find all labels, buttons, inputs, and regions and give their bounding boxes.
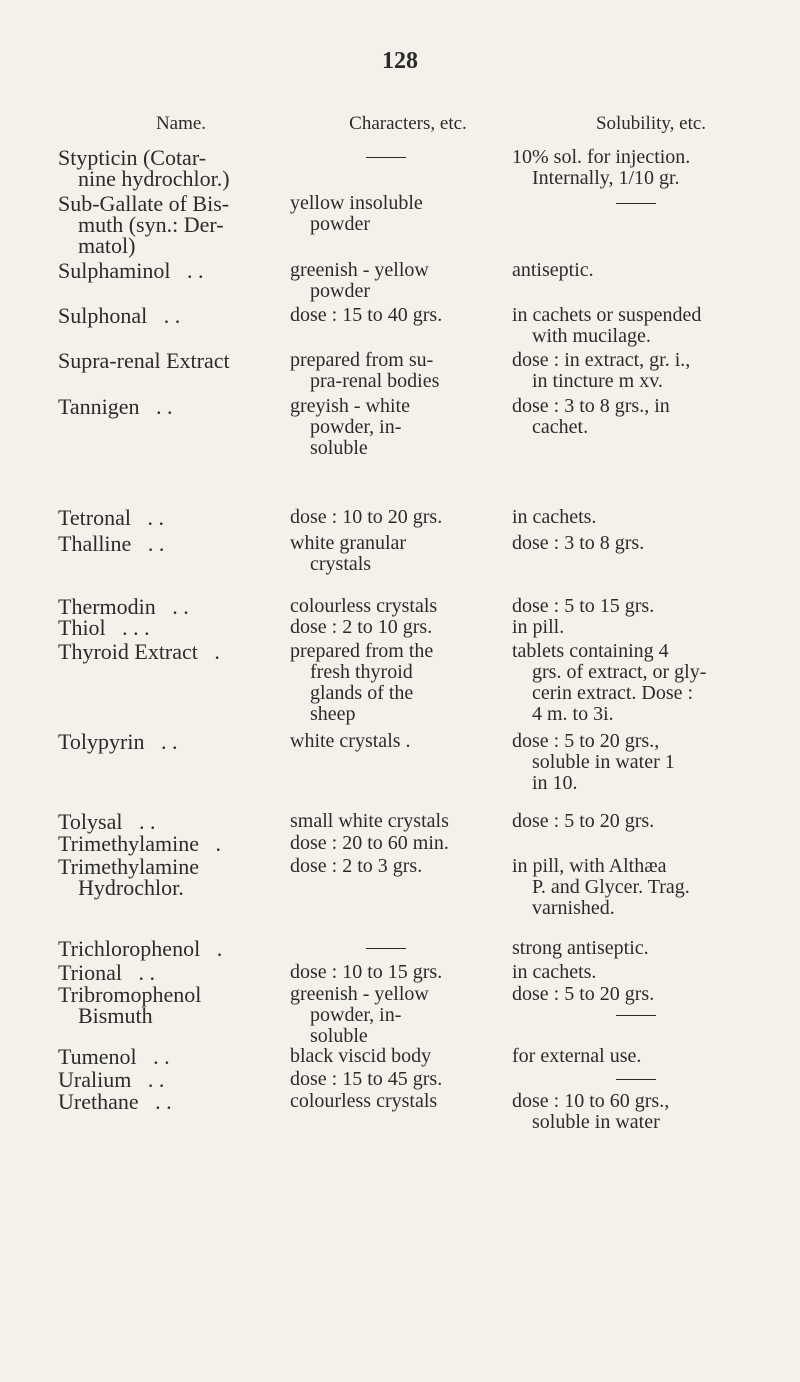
drug-name-line: Sulphaminol (58, 258, 171, 283)
leader-dots: . . (130, 505, 164, 530)
characters-text-line: soluble (310, 437, 368, 459)
characters-text-line: black viscid body (290, 1045, 432, 1067)
solubility-text-line: in 10. (532, 772, 578, 794)
characters-text-line: dose : 2 to 3 grs. (290, 855, 423, 877)
solubility-text-line: in cachets. (512, 961, 597, 983)
drug-name (58, 1046, 308, 1067)
solubility-text (512, 507, 768, 528)
drug-name (58, 596, 308, 617)
characters-text-line: greenish - yellow (290, 983, 429, 1005)
drug-name-line: Tolysal (58, 809, 123, 834)
characters-text (290, 1069, 506, 1090)
drug-name-line: Tribromophenol (58, 982, 202, 1007)
drug-name-line: matol) (78, 233, 136, 258)
drug-name (58, 260, 308, 281)
characters-text-line: dose : 2 to 10 grs. (290, 616, 433, 638)
drug-name-line-wrap (58, 938, 308, 959)
drug-name-line-wrap (58, 396, 308, 417)
solubility-text-line: in pill, with Althæa (512, 855, 667, 877)
leader-dots: . (200, 936, 223, 961)
characters-text-line: greyish - white (290, 395, 410, 417)
solubility-text-line: 10% sol. for injection. (512, 146, 691, 168)
solubility-text (512, 617, 768, 638)
leader-dots: . . (121, 960, 155, 985)
drug-name-line: Bismuth (78, 1003, 153, 1028)
drug-name-line-wrap (58, 260, 308, 281)
solubility-text-line: dose : in extract, gr. i., (512, 349, 691, 371)
drug-name-line: Thermodin (58, 594, 156, 619)
drug-name-line: muth (syn.: Der- (78, 212, 224, 237)
characters-text (290, 811, 506, 832)
drug-name (58, 984, 308, 1026)
drug-name-line: Trimethylamine (58, 854, 199, 879)
drug-name-line: Trional (58, 960, 122, 985)
solubility-text-line: grs. of extract, or gly- (532, 661, 707, 683)
drug-name (58, 305, 308, 326)
characters-text (290, 1091, 506, 1112)
drug-name-line-wrap (58, 833, 308, 854)
solubility-text-line: dose : 10 to 60 grs., (512, 1090, 670, 1112)
characters-text-line: dose : 15 to 45 grs. (290, 1068, 443, 1090)
solubility-text (512, 260, 768, 281)
drug-name-line: Supra-renal Extract (58, 348, 230, 373)
drug-name (58, 641, 308, 662)
solubility-text-line: for external use. (512, 1045, 642, 1067)
drug-name-line-wrap (58, 1069, 308, 1090)
characters-text-line: powder (310, 213, 370, 235)
drug-name-line: Trimethylamine (58, 831, 199, 856)
characters-text (290, 147, 506, 158)
drug-name-line-wrap (58, 305, 308, 326)
header-characters: Characters, etc. (349, 113, 467, 134)
drug-name-line-wrap (58, 962, 308, 983)
solubility-text-line: in pill. (512, 616, 565, 638)
drug-name-line: Urethane (58, 1089, 139, 1114)
characters-text-line: dose : 15 to 40 grs. (290, 304, 443, 326)
drug-name-line: Tannigen (58, 394, 140, 419)
solubility-text-line: in tincture m xv. (532, 370, 663, 392)
characters-text-line: dose : 20 to 60 min. (290, 832, 449, 854)
drug-name-line: Trichlorophenol (58, 936, 201, 961)
drug-name-line: Thyroid Extract (58, 639, 198, 664)
characters-text (290, 305, 506, 326)
leader-dots: . . (155, 594, 189, 619)
drug-name-line: Stypticin (Cotar- (58, 145, 207, 170)
drug-name-line: Hydrochlor. (78, 875, 184, 900)
characters-text-line: sheep (310, 703, 356, 725)
characters-text (290, 507, 506, 528)
leader-dots: . . . (105, 615, 150, 640)
drug-name (58, 507, 308, 528)
drug-name-line: Sulphonal (58, 303, 148, 328)
drug-name-line: nine hydrochlor.) (78, 166, 230, 191)
solubility-text-line: P. and Glycer. Trag. (532, 876, 690, 898)
solubility-text-line: dose : 5 to 20 grs., (512, 730, 660, 752)
dash-rule (366, 948, 406, 949)
characters-text-line: white granular (290, 532, 407, 554)
dash-rule (366, 157, 406, 158)
characters-text-line: powder (310, 280, 370, 302)
characters-text-line: prepared from su- (290, 349, 434, 371)
characters-text-line: soluble (310, 1025, 368, 1047)
leader-dots: . . (139, 394, 173, 419)
solubility-text (512, 1069, 768, 1080)
solubility-text-line: with mucilage. (532, 325, 651, 347)
leader-dots: . . (122, 809, 156, 834)
drug-name-line-wrap (58, 533, 308, 554)
page-number: 128 (382, 48, 418, 74)
drug-name (58, 533, 308, 554)
drug-name-line: Tetronal (58, 505, 131, 530)
characters-text (290, 856, 506, 877)
leader-dots: . . (170, 258, 204, 283)
solubility-text-line: soluble in water 1 (532, 751, 675, 773)
solubility-text (512, 641, 768, 725)
drug-name-line-wrap (58, 507, 308, 528)
solubility-text-line: in cachets. (512, 506, 597, 528)
characters-text (290, 596, 506, 617)
solubility-text (512, 856, 768, 919)
characters-text (290, 617, 506, 638)
solubility-text-line: 4 m. to 3i. (532, 703, 614, 725)
drug-name (58, 962, 308, 983)
solubility-text (512, 1091, 768, 1133)
dash-rule (616, 1079, 656, 1080)
characters-text (290, 962, 506, 983)
characters-text-line: crystals (310, 553, 372, 575)
characters-text-line: fresh thyroid (310, 661, 413, 683)
solubility-text (512, 938, 768, 959)
drug-name-line-wrap (58, 1046, 308, 1067)
solubility-text (512, 147, 768, 189)
solubility-text-line: dose : 5 to 20 grs. (512, 810, 655, 832)
leader-dots: . . (131, 531, 165, 556)
drug-name-line-wrap (58, 617, 308, 638)
characters-text-line: colourless crystals (290, 595, 438, 617)
characters-text-line: greenish - yellow (290, 259, 429, 281)
drug-name-line: Thalline (58, 531, 132, 556)
characters-text (290, 193, 506, 235)
drug-name (58, 833, 308, 854)
drug-name (58, 938, 308, 959)
characters-text-line: white crystals . (290, 730, 411, 752)
characters-text-line: powder, in- (310, 1004, 402, 1026)
solubility-text-line: varnished. (532, 897, 615, 919)
characters-text (290, 396, 506, 459)
characters-text (290, 641, 506, 725)
characters-text-line: yellow insoluble (290, 192, 423, 214)
solubility-text (512, 811, 768, 832)
drug-name-line: Sub-Gallate of Bis- (58, 191, 230, 216)
dash-rule (616, 203, 656, 204)
solubility-text (512, 350, 768, 392)
drug-name (58, 1091, 308, 1112)
solubility-text (512, 1046, 768, 1067)
drug-name-line-wrap (58, 596, 308, 617)
characters-text-line: dose : 10 to 20 grs. (290, 506, 443, 528)
leader-dots: . . (138, 1089, 172, 1114)
drug-name (58, 731, 308, 752)
solubility-text-line: dose : 3 to 8 grs. (512, 532, 645, 554)
solubility-text (512, 962, 768, 983)
characters-text (290, 938, 506, 949)
characters-text-line: dose : 10 to 15 grs. (290, 961, 443, 983)
solubility-text-line: antiseptic. (512, 259, 594, 281)
drug-name-line: Tolypyrin (58, 729, 145, 754)
solubility-text (512, 533, 768, 554)
characters-text (290, 984, 506, 1047)
drug-name-line: Tumenol (58, 1044, 137, 1069)
leader-dots: . (198, 831, 221, 856)
drug-name-line-wrap (58, 731, 308, 752)
characters-text-line: colourless crystals (290, 1090, 438, 1112)
drug-name-line-wrap (58, 1091, 308, 1112)
solubility-text-line: dose : 5 to 15 grs. (512, 595, 655, 617)
characters-text-line: small white crystals (290, 810, 449, 832)
characters-text (290, 260, 506, 302)
drug-name (58, 1069, 308, 1090)
leader-dots: . . (147, 303, 181, 328)
solubility-text-line: in cachets or suspended (512, 304, 702, 326)
characters-text-line: pra-renal bodies (310, 370, 440, 392)
drug-name (58, 147, 308, 189)
drug-name-line: Thiol (58, 615, 106, 640)
solubility-text (512, 984, 768, 1016)
characters-text (290, 1046, 506, 1067)
solubility-text-line: Internally, 1/10 gr. (532, 167, 680, 189)
solubility-text (512, 305, 768, 347)
characters-text-line: powder, in- (310, 416, 402, 438)
drug-name (58, 396, 308, 417)
header-name: Name. (155, 113, 207, 134)
characters-text-line: glands of the (310, 682, 414, 704)
solubility-text-line: cachet. (532, 416, 589, 438)
header-solubility: Solubility, etc. (595, 113, 707, 134)
characters-text (290, 350, 506, 392)
leader-dots: . . (131, 1067, 165, 1092)
drug-name-line: Uralium (58, 1067, 132, 1092)
solubility-text (512, 731, 768, 794)
leader-dots: . . (136, 1044, 170, 1069)
drug-name (58, 856, 308, 898)
dash-rule (616, 1015, 656, 1016)
characters-text (290, 833, 506, 854)
leader-dots: . . (144, 729, 178, 754)
solubility-text-line: tablets containing 4 (512, 640, 669, 662)
drug-name (58, 617, 308, 638)
solubility-text (512, 193, 768, 204)
drug-name (58, 193, 308, 256)
drug-name-line-wrap (58, 641, 308, 662)
solubility-text-line: cerin extract. Dose : (532, 682, 694, 704)
drug-name (58, 350, 308, 371)
characters-text (290, 533, 506, 575)
solubility-text (512, 596, 768, 617)
solubility-text-line: strong antiseptic. (512, 937, 649, 959)
solubility-text-line: soluble in water (532, 1111, 660, 1133)
drug-name (58, 811, 308, 832)
solubility-text-line: dose : 3 to 8 grs., in (512, 395, 670, 417)
leader-dots: . (197, 639, 220, 664)
solubility-text (512, 396, 768, 438)
solubility-text-line: dose : 5 to 20 grs. (512, 983, 655, 1005)
drug-name-line-wrap (58, 811, 308, 832)
characters-text-line: prepared from the (290, 640, 434, 662)
characters-text (290, 731, 506, 752)
